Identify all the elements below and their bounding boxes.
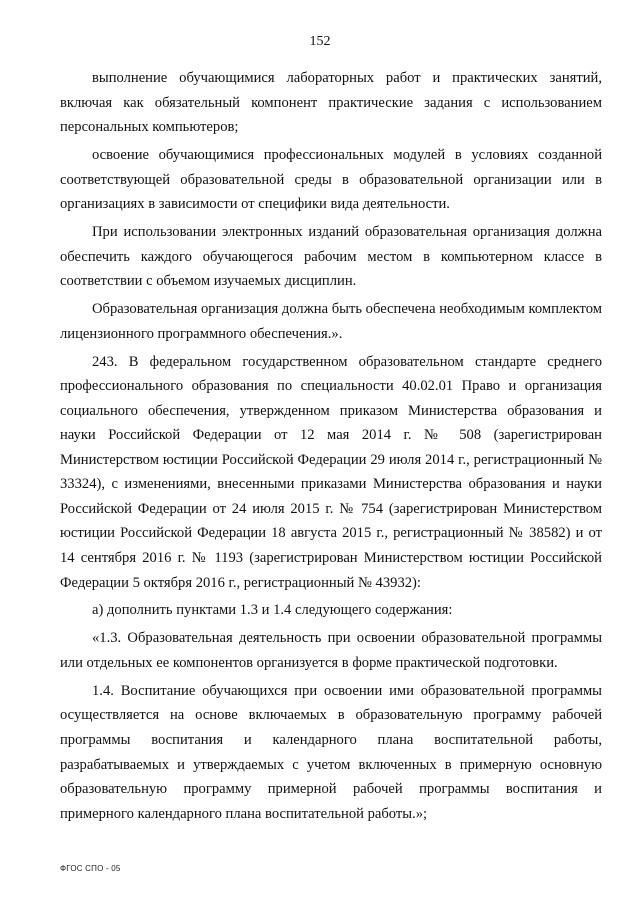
paragraph-item-243: 243. В федеральном государственном образовательном стандарте среднего профессионального образования по специальности 40.02.01 Право и организация социального обеспечения, утвержденном приказом Министерства образования и науки Российской Федерации от 12 мая 2014 г. № 508 (зарегистрирован Министерством юстиции Российской Федерации 29 июля 2014 г., регистрационный № 33324), с изменениями, внесенными приказами Министерства образования и науки Российской Федерации от 24 июля 2015 г. № 754 (зарегистрирован Министерством юстиции Российской Федерации 18 августа 2015 г., регистрационный № 38582) и от 14 сентября 2016 г. № 1193 (зарегистрирован Министерством юстиции Российской Федерации 5 октября 2016 г., регистрационный № 43932): [60,353,602,591]
document-body [60,66,602,830]
paragraph-licensed-software: Образовательная организация должна быть обеспечена необходимым комплектом лицензионного программного обеспечения.». [60,301,602,342]
footer-code: ФГОС СПО - 05 [60,864,121,873]
paragraph-electronic-editions: При использовании электронных изданий образовательная организация должна обеспечить каждого обучающегося рабочим местом в компьютерном классе в соответствии с объемом изучаемых дисциплин. [60,224,602,290]
paragraph-professional-modules: освоение обучающимися профессиональных модулей в условиях созданной соответствующей образовательной среды в образовательной организации или в организациях в зависимости от специфики вида деятельности. [60,147,602,213]
page-number: 152 [309,34,331,49]
paragraph-subitem-a: а) дополнить пунктами 1.3 и 1.4 следующего содержания: [92,602,453,619]
paragraph-clause-1-3: «1.3. Образовательная деятельность при освоении образовательной программы или отдельных ее компонентов организуется в форме практической подготовки. [60,630,602,671]
paragraph-lab-work: выполнение обучающимися лабораторных работ и практических занятий, включая как обязательный компонент практические задания с использованием персональных компьютеров; [60,70,602,136]
paragraph-clause-1-4: 1.4. Воспитание обучающихся при освоении ими образовательной программы осуществляется на основе включаемых в образовательную программу рабочей программы воспитания и календарного плана воспитательной работы, разрабатываемых и утверждаемых с учетом включенных в примерную основную образовательную программу примерной рабочей программы воспитания и примерного календарного плана воспитательной работы.»; [60,682,602,822]
